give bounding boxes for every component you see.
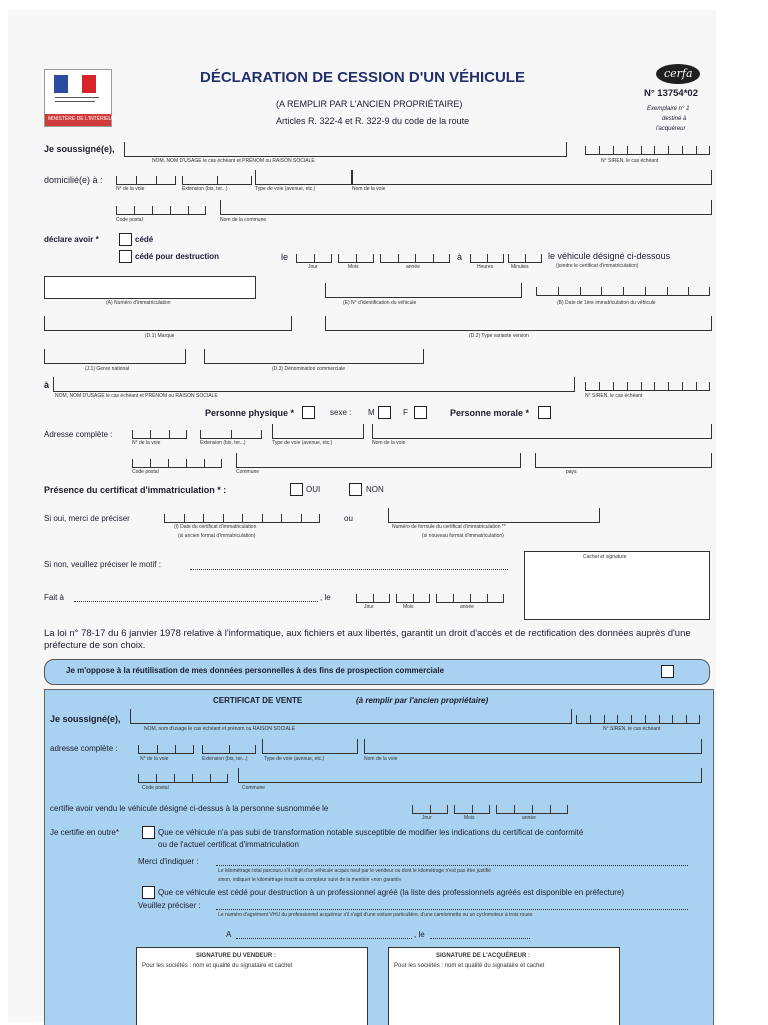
buyer-adresse-label: Adresse complète : — [44, 430, 113, 439]
vente-cp-hint: Code postal — [142, 785, 169, 791]
cede-destruction-label: cédé pour destruction — [135, 252, 220, 261]
logo-text: MINISTÈRE DE L'INTÉRIEUR — [48, 116, 116, 122]
fait-mois-hint: Mois — [403, 604, 414, 610]
sig-vendeur-label: SIGNATURE DU VENDEUR : — [196, 953, 276, 959]
declare-a: à — [457, 252, 463, 262]
buyer-name-input[interactable] — [53, 377, 575, 392]
opposition-label: Je m'oppose à la réutilisation de mes données personnelles à des fins de prospection commerciale — [66, 666, 445, 675]
sexe-f-checkbox[interactable] — [414, 406, 427, 419]
declare-year[interactable] — [380, 250, 450, 263]
vin-hint: (E) N° d'identification du véhicule — [343, 300, 417, 306]
sig-acquereur-label: SIGNATURE DE L'ACQUÉREUR : — [436, 953, 530, 959]
buyer-street-number[interactable] — [132, 430, 187, 439]
je-soussigne-label: Je soussigné(e), — [44, 144, 115, 154]
cede-destruction-checkbox[interactable] — [119, 250, 132, 263]
seller-name-hint: NOM, NOM D'USAGE le cas échéant et PRÉNOM ou RAISON SOCIALE — [152, 158, 315, 164]
seller-extension[interactable] — [182, 176, 252, 185]
transfo-text-1: Que ce véhicule n'a pas subi de transformation notable susceptible de modifier les indications du certificat de conformité — [158, 828, 584, 837]
vente-certifie-label: certifie avoir vendu le véhicule désigné ci-dessus à la personne susnommée le — [50, 804, 329, 813]
genre-hint: (J.1) Genre national — [85, 366, 130, 372]
seller-commune-hint: Nom de la commune — [220, 217, 267, 223]
cede-label: cédé — [135, 235, 154, 244]
non-label: NON — [366, 485, 384, 494]
cachet-box[interactable] — [524, 551, 710, 620]
km-hint-2: sinon, indiquer le kilométrage inscrit au compteur suivi de la mention «non garanti» — [218, 877, 402, 883]
vente-commune[interactable] — [238, 768, 702, 783]
morale-label: Personne morale * — [450, 408, 530, 418]
buyer-commune-hint: Commune — [236, 469, 260, 475]
si-oui-label: Si oui, merci de préciser — [44, 514, 130, 523]
vente-voie-hint: N° de la voie — [140, 756, 169, 762]
physique-checkbox[interactable] — [302, 406, 315, 419]
genre-input[interactable] — [44, 349, 186, 364]
vente-street-name[interactable] — [364, 739, 702, 754]
vente-extension[interactable] — [202, 745, 256, 754]
exemplaire: Exemplaire n° 1 — [647, 106, 690, 112]
presence-label: Présence du certificat d'immatriculation * : — [44, 485, 227, 495]
immatriculation-input[interactable] — [44, 276, 256, 299]
certificate-date-hint: (I) Date du certificat d'immatriculation — [174, 524, 257, 530]
vente-name-hint: NOM, nom d'usage le cas échéant et prénom ou RAISON SOCIALE — [144, 726, 296, 732]
buyer-a-label: à — [44, 380, 50, 390]
first-registration-date[interactable] — [536, 287, 710, 296]
buyer-postal-code[interactable] — [132, 459, 222, 468]
buyer-pays-hint: pays — [566, 469, 577, 475]
vente-title: CERTIFICAT DE VENTE — [213, 696, 303, 705]
vente-mois-hint: Mois — [464, 815, 475, 821]
buyer-extension-hint: Extension (bis, ter...) — [200, 440, 246, 446]
declare-month[interactable] — [338, 250, 374, 263]
morale-checkbox[interactable] — [538, 406, 551, 419]
vente-day[interactable] — [412, 801, 448, 814]
vente-year[interactable] — [496, 801, 568, 814]
buyer-extension[interactable] — [200, 430, 262, 439]
vente-siren-hint: N° SIREN, le cas échéant — [603, 726, 661, 732]
declare-le: le — [281, 252, 289, 262]
buyer-street-name[interactable] — [372, 424, 712, 439]
sig-acquereur-hint: Pour les sociétés : nom et qualité du signataire et cachet — [394, 963, 545, 969]
form-articles: Articles R. 322-4 et R. 322-9 du code de la route — [276, 116, 470, 126]
buyer-nom-voie-hint: Nom de la voie — [372, 440, 406, 446]
vente-siren-input[interactable] — [576, 715, 700, 724]
form-title: DÉCLARATION DE CESSION D'UN VÉHICULE — [200, 69, 525, 86]
marianne-logo — [44, 69, 116, 127]
si-non-label: Si non, veuillez préciser le motif : — [44, 560, 161, 569]
vente-commune-hint: Commune — [242, 785, 266, 791]
domicile-label: domicilié(e) à : — [44, 175, 103, 185]
vente-postal-code[interactable] — [138, 774, 228, 783]
seller-commune[interactable] — [220, 200, 712, 215]
vente-nom-voie-hint: Nom de la voie — [364, 756, 398, 762]
opposition-checkbox[interactable] — [661, 665, 674, 678]
buyer-cp-hint: Code postal — [132, 469, 159, 475]
vente-street-number[interactable] — [138, 745, 194, 754]
declare-hours[interactable] — [470, 250, 504, 263]
destruction-text: Que ce véhicule est cédé pour destruction à un professionnel agréé (la liste des professionnels agréés est disponible en préfecture) — [158, 888, 625, 897]
motif-input[interactable] — [190, 569, 508, 570]
vente-annee-hint: année — [522, 815, 536, 821]
seller-voie-hint: N° de la voie — [116, 186, 145, 192]
buyer-voie-hint: N° de la voie — [132, 440, 161, 446]
physique-label: Personne physique * — [205, 408, 295, 418]
seller-siren-hint: N° SIREN, le cas échéant — [601, 158, 659, 164]
first-registration-hint: (B) Date de 1ère immatriculation du véhicule — [557, 300, 656, 306]
certificate-date-input[interactable] — [164, 510, 320, 523]
fait-annee-hint: année — [460, 604, 474, 610]
certificate-non-checkbox[interactable] — [349, 483, 362, 496]
fait-le-label: , le — [320, 593, 331, 602]
buyer-commune[interactable] — [236, 453, 521, 468]
oui-label: OUI — [306, 485, 321, 494]
seller-cp-hint: Code postal — [116, 217, 143, 223]
sexe-m-label: M — [368, 408, 375, 417]
certificate-numero-hint: Numéro de formule du certificat d'immatriculation ** — [392, 524, 506, 530]
seller-street-number[interactable] — [116, 176, 176, 185]
declare-label: déclare avoir * — [44, 235, 99, 244]
declare-heures-hint: Heures — [477, 264, 494, 270]
vente-lieu-input[interactable] — [236, 938, 412, 939]
merci-label: Merci d'indiquer : — [138, 857, 199, 866]
fait-label: Fait à — [44, 593, 65, 602]
vente-street-type[interactable] — [262, 739, 358, 754]
immat-hint: (A) Numéro d'immatriculation — [106, 300, 171, 306]
seller-extension-hint: Extension (bis, ter...) — [182, 186, 228, 192]
declare-day[interactable] — [296, 250, 332, 263]
cachet-label: Cachet et signature — [583, 554, 627, 560]
denomination-hint: (D.3) Dénomination commerciale — [272, 366, 346, 372]
denomination-input[interactable] — [204, 349, 424, 364]
vente-extension-hint: Extension (bis, ter...) — [202, 756, 248, 762]
declare-annee-hint: année — [406, 264, 420, 270]
vin-input[interactable] — [325, 283, 522, 298]
acquereur: l'acquéreur — [656, 126, 686, 132]
buyer-street-type[interactable] — [272, 424, 364, 439]
vente-le-label: , le — [414, 930, 425, 939]
buyer-name-hint: NOM, NOM D'USAGE le cas échéant et PRÉNOM ou RAISON SOCIALE — [55, 393, 218, 399]
kilometrage-input[interactable] — [216, 865, 688, 866]
certificate-nouveau-hint: (si nouveau format d'immatriculation) — [422, 533, 504, 539]
declare-minutes[interactable] — [508, 250, 542, 263]
marque-hint: (D.1) Marque — [145, 333, 175, 339]
declare-joindre: (joindre le certificat d'immatriculation) — [556, 263, 639, 269]
ou-label: ou — [344, 514, 353, 523]
certificate-ancien-hint: (si ancien format d'immatriculation) — [178, 533, 256, 539]
buyer-pays[interactable] — [535, 453, 712, 468]
buyer-type-voie-hint: Type de voie (avenue, etc.) — [272, 440, 333, 446]
transfo-text-2: ou de l'actuel certificat d'immatriculation — [158, 840, 299, 849]
seller-postal-code[interactable] — [116, 206, 206, 215]
certificate-number-input[interactable] — [388, 508, 600, 523]
buyer-siren-input[interactable] — [585, 382, 710, 391]
buyer-siren-hint: N° SIREN, le cas échéant — [585, 393, 643, 399]
declare-minutes-hint: Minutes — [511, 264, 529, 270]
sexe-label: sexe : — [330, 408, 352, 417]
cerfa-number: N° 13754*02 — [644, 88, 698, 99]
fait-lieu-input[interactable] — [74, 601, 318, 602]
vente-name-input[interactable] — [130, 709, 572, 724]
fait-year[interactable] — [436, 590, 504, 603]
certificate-oui-checkbox[interactable] — [290, 483, 303, 496]
fait-jour-hint: Jour — [364, 604, 374, 610]
vente-date-input[interactable] — [430, 938, 530, 939]
vente-je-soussigne: Je soussigné(e), — [50, 714, 121, 724]
agrement-hint: Le numéro d'agrément VHU du professionnel acquéreur s'il s'agit d'une voiture particulière, d'une camionnette ou un cyclomoteur à trois roues — [218, 912, 533, 918]
veuillez-label: Veuillez préciser : — [138, 901, 201, 910]
declare-jour-hint: Jour — [308, 264, 318, 270]
seller-street-type[interactable] — [255, 170, 352, 185]
sexe-m-checkbox[interactable] — [378, 406, 391, 419]
km-hint-1: Le kilométrage total parcouru s'il s'agit d'un véhicule acquis neuf par le vendeur ou dont le kilométrage n'est pas être justifié — [218, 868, 491, 874]
vente-adresse-label: adresse complète : — [50, 744, 118, 753]
vente-subtitle: (à remplir par l'ancien propriétaire) — [356, 696, 489, 705]
type-hint: (D.2) Type variante version — [469, 333, 529, 339]
cerfa-text: cerfa — [664, 67, 693, 80]
destruction-checkbox[interactable] — [142, 886, 155, 899]
seller-name-input[interactable] — [124, 142, 567, 157]
vente-je-certifie: Je certifie en outre* — [50, 828, 119, 837]
vente-month[interactable] — [454, 801, 490, 814]
transfo-checkbox[interactable] — [142, 826, 155, 839]
destine: destiné à — [662, 116, 687, 122]
agrement-input[interactable] — [216, 909, 688, 910]
seller-nom-voie-hint: Nom de la voie — [352, 186, 386, 192]
marque-input[interactable] — [44, 316, 292, 331]
vente-jour-hint: Jour — [422, 815, 432, 821]
seller-street-name[interactable] — [352, 170, 712, 185]
declare-mois-hint: Mois — [348, 264, 359, 270]
fait-month[interactable] — [396, 590, 430, 603]
seller-type-voie-hint: Type de voie (avenue, etc.) — [255, 186, 316, 192]
fait-day[interactable] — [356, 590, 390, 603]
cede-checkbox[interactable] — [119, 233, 132, 246]
seller-siren-input[interactable] — [585, 146, 710, 155]
vente-a-label: A — [226, 930, 232, 939]
type-input[interactable] — [325, 316, 712, 331]
sig-vendeur-hint: Pour les sociétés : nom et qualité du signataire et cachet — [142, 963, 293, 969]
loi-text: La loi n° 78-17 du 6 janvier 1978 relative à l'informatique, aux fichiers et aux libertés, garantit un droit d'accès et de rectification des données auprès d'une préfecture de son choix. — [44, 628, 691, 651]
form-subtitle: (A REMPLIR PAR L'ANCIEN PROPRIÉTAIRE) — [276, 99, 463, 109]
sexe-f-label: F — [403, 408, 408, 417]
vente-type-voie-hint: Type de voie (avenue, etc.) — [264, 756, 325, 762]
declare-vehicule: le véhicule désigné ci-dessous — [548, 251, 671, 261]
